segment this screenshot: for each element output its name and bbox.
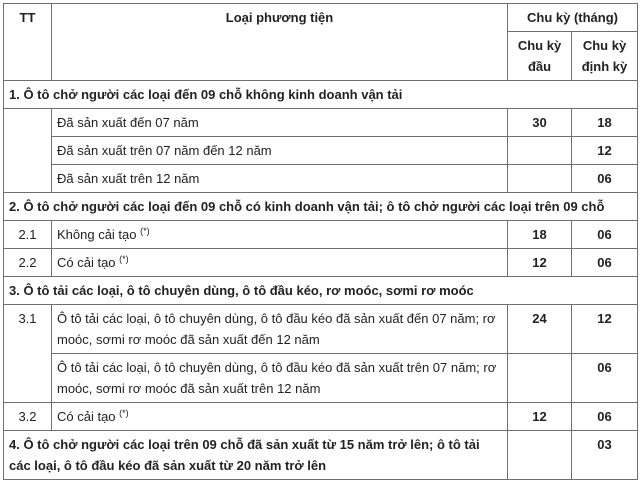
periodic-cycle-value: 12 <box>572 305 638 354</box>
first-cycle-value: 30 <box>508 109 572 137</box>
footnote-mark: (*) <box>119 408 129 418</box>
row-label: Ô tô tải các loại, ô tô chuyên dùng, ô tô đầu kéo đã sản xuất đến 07 năm; rơ moóc, sơmi rơ moóc đã sản xuất đến 12 năm <box>52 305 508 354</box>
table-row <box>4 221 638 249</box>
header-row <box>4 4 638 32</box>
section-1-title: 1. Ô tô chở người các loại đến 09 chỗ không kinh doanh vận tải <box>4 81 638 109</box>
table-row <box>4 403 638 431</box>
table-row <box>4 249 638 277</box>
first-cycle-value <box>508 354 572 403</box>
footnote-mark: (*) <box>140 226 150 236</box>
periodic-cycle-value: 06 <box>572 221 638 249</box>
first-cycle-value: 24 <box>508 305 572 354</box>
first-cycle-value <box>508 431 572 480</box>
section-2-row <box>4 193 638 221</box>
header-vehicle-type: Loại phương tiện <box>52 4 508 81</box>
row-label: Có cải tạo <box>57 255 116 270</box>
header-tt: TT <box>4 4 52 81</box>
periodic-cycle-value: 06 <box>572 249 638 277</box>
footnote-mark: (*) <box>119 254 129 264</box>
row-label: Đã sản xuất trên 12 năm <box>52 165 508 193</box>
row-label-cell <box>52 221 508 249</box>
section-1-tt <box>4 109 52 193</box>
row-label: Đã sản xuất trên 07 năm đến 12 năm <box>52 137 508 165</box>
first-cycle-value <box>508 137 572 165</box>
first-cycle-value: 12 <box>508 403 572 431</box>
header-periodic-cycle: Chu kỳ định kỳ <box>572 32 638 81</box>
section-2-title: 2. Ô tô chở người các loại đến 09 chỗ có kinh doanh vận tải; ô tô chở người các loại trên 09 chỗ <box>4 193 638 221</box>
first-cycle-value: 18 <box>508 221 572 249</box>
periodic-cycle-value: 12 <box>572 137 638 165</box>
periodic-cycle-value: 18 <box>572 109 638 137</box>
row-label: Ô tô tải các loại, ô tô chuyên dùng, ô tô đầu kéo đã sản xuất trên 07 năm; rơ moóc, sơmi rơ moóc đã sản xuất trên 12 năm <box>52 354 508 403</box>
row-label-cell <box>52 249 508 277</box>
periodic-cycle-value: 03 <box>572 431 638 480</box>
section-1-row <box>4 81 638 109</box>
periodic-cycle-value: 06 <box>572 165 638 193</box>
table-row <box>4 305 638 354</box>
row-tt: 2.2 <box>4 249 52 277</box>
row-tt: 3.2 <box>4 403 52 431</box>
row-label: Có cải tạo <box>57 409 116 424</box>
first-cycle-value <box>508 165 572 193</box>
table-row <box>4 354 638 403</box>
row-label-cell <box>52 403 508 431</box>
row-tt: 3.1 <box>4 305 52 403</box>
periodic-cycle-value: 06 <box>572 354 638 403</box>
header-cycle: Chu kỳ (tháng) <box>508 4 638 32</box>
table-row <box>4 137 638 165</box>
row-label: Không cải tạo <box>57 227 137 242</box>
header-first-cycle: Chu kỳ đầu <box>508 32 572 81</box>
table-row <box>4 109 638 137</box>
inspection-cycle-table <box>3 3 638 480</box>
section-4-title: 4. Ô tô chở người các loại trên 09 chỗ đã sản xuất từ 15 năm trở lên; ô tô tải các loại, ô tô đầu kéo đã sản xuất từ 20 năm trở lên <box>4 431 508 480</box>
row-tt: 2.1 <box>4 221 52 249</box>
section-4-row <box>4 431 638 480</box>
periodic-cycle-value: 06 <box>572 403 638 431</box>
first-cycle-value: 12 <box>508 249 572 277</box>
row-label: Đã sản xuất đến 07 năm <box>52 109 508 137</box>
table-row <box>4 165 638 193</box>
section-3-title: 3. Ô tô tải các loại, ô tô chuyên dùng, ô tô đầu kéo, rơ moóc, sơmi rơ moóc <box>4 277 638 305</box>
section-3-row <box>4 277 638 305</box>
